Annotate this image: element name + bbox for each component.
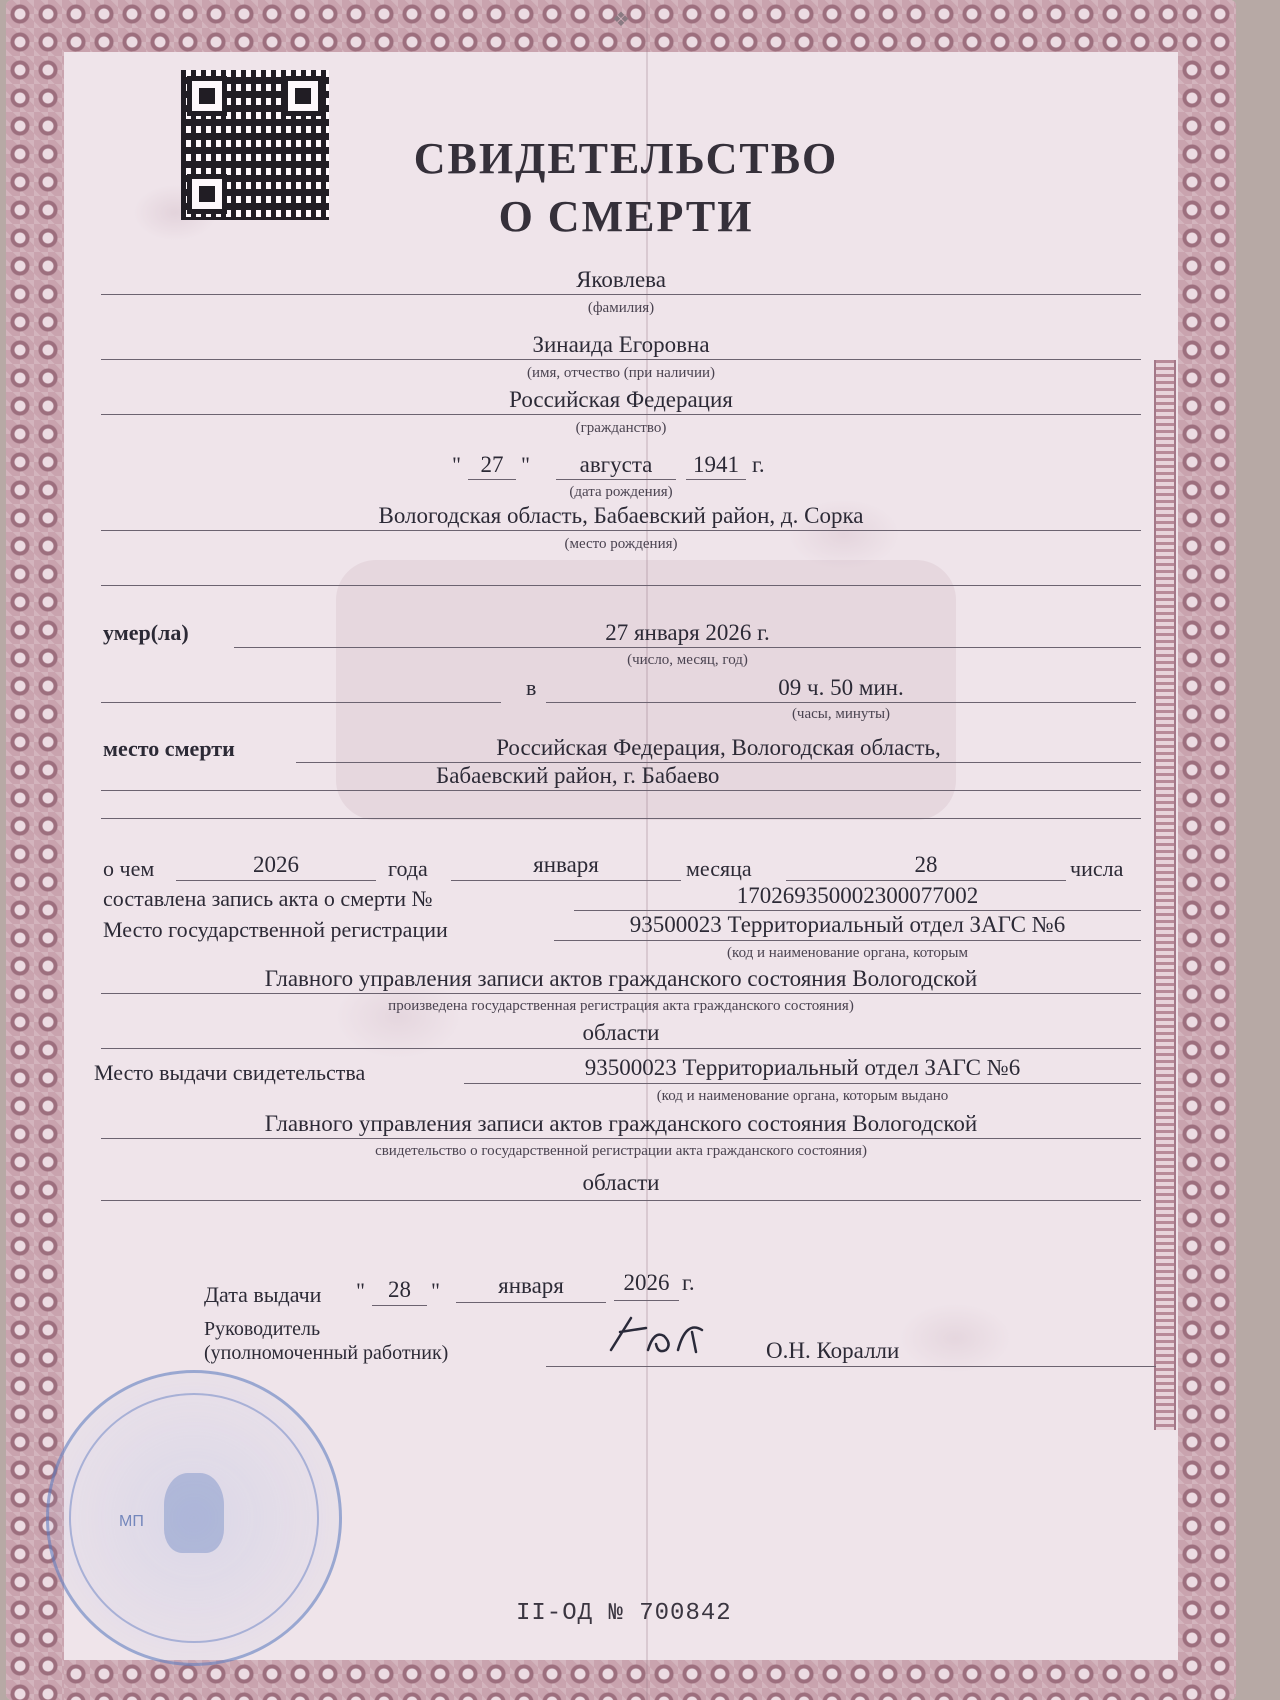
official-stamp	[46, 1370, 342, 1666]
registration-caption-2: произведена государственная регистрация акта гражданского состояния)	[388, 998, 854, 1014]
surname-value: Яковлева	[576, 267, 666, 292]
certificate-sheet	[6, 0, 1236, 1700]
death-date-line	[234, 647, 1141, 648]
stamp-label: МП	[119, 1513, 144, 1530]
issue-year-suffix: г.	[682, 1270, 695, 1295]
surname-caption: (фамилия)	[587, 300, 655, 316]
quote-mark: "	[356, 1278, 365, 1303]
qr-finder	[283, 76, 323, 116]
registration-line-3	[101, 1048, 1141, 1049]
issue-value-2: Главного управления записи актов гражданского состояния Вологодской	[264, 1111, 978, 1136]
head-label-1: Руководитель	[204, 1318, 321, 1340]
citizenship-value: Российская Федерация	[509, 387, 733, 412]
blank-line	[101, 585, 1141, 586]
name-line	[101, 359, 1141, 360]
birth-year: 1941	[693, 452, 739, 477]
death-in-label: в	[526, 675, 537, 700]
birth-year-line	[686, 479, 746, 480]
birth-place-value: Вологодская область, Бабаевский район, д. Сорка	[378, 503, 864, 528]
citizenship-caption: (гражданство)	[575, 420, 667, 436]
quote-mark: "	[452, 452, 461, 477]
birth-place-caption: (место рождения)	[564, 536, 678, 552]
emblem-icon: ❖	[612, 9, 630, 31]
citizenship-line	[101, 414, 1141, 415]
death-place-line-3	[101, 818, 1141, 819]
issue-line-2	[101, 1138, 1141, 1139]
ornament-left	[6, 0, 64, 1700]
registration-value-1: 93500023 Территориальный отдел ЗАГС №6	[629, 912, 1066, 937]
issue-date-label: Дата выдачи	[204, 1282, 322, 1307]
title-line-1: СВИДЕТЕЛЬСТВО	[413, 134, 839, 183]
qr-finder	[187, 174, 227, 214]
issue-place-label: Место выдачи свидетельства	[94, 1060, 366, 1085]
death-place-value-2: Бабаевский район, г. Бабаево	[436, 763, 720, 788]
death-time-caption: (часы, минуты)	[791, 706, 891, 722]
death-time: 09 ч. 50 мин.	[778, 675, 904, 700]
surname-line	[101, 294, 1141, 295]
issue-month: января	[498, 1273, 564, 1298]
death-place-line-2	[101, 790, 1141, 791]
registration-value-3: области	[582, 1020, 660, 1045]
quote-mark: "	[521, 452, 530, 477]
birth-date-caption: (дата рождения)	[569, 484, 673, 500]
issue-month-line	[456, 1302, 606, 1303]
death-date: 27 января 2026 г.	[605, 620, 770, 645]
registration-line-1	[554, 940, 1141, 941]
ornament-right-stripe	[1154, 360, 1176, 1430]
birth-month: августа	[579, 452, 653, 477]
registration-caption-1: (код и наименование органа, которым	[727, 945, 968, 961]
issue-caption-1: (код и наименование органа, которым выдано	[656, 1088, 949, 1104]
death-place-label: место смерти	[103, 736, 235, 761]
eagle-icon	[164, 1473, 224, 1553]
ornament-right	[1178, 0, 1236, 1700]
paper-fold	[646, 0, 648, 1700]
issue-value-1: 93500023 Территориальный отдел ЗАГС №6	[584, 1055, 1021, 1080]
birth-day-line	[468, 479, 516, 480]
registration-value-2: Главного управления записи актов гражданского состояния Вологодской	[264, 966, 978, 991]
death-time-line	[546, 702, 1136, 703]
birth-year-suffix: г.	[752, 452, 765, 477]
qr-finder	[187, 76, 227, 116]
death-date-caption: (число, месяц, год)	[627, 652, 748, 668]
record-year-line	[176, 880, 376, 881]
record-month-line	[451, 880, 681, 881]
death-blank-line	[101, 702, 501, 703]
death-place-value-1: Российская Федерация, Вологодская область,	[496, 735, 941, 760]
birth-month-line	[556, 479, 676, 480]
quote-mark: "	[431, 1278, 440, 1303]
record-number-line	[574, 910, 1141, 911]
title-line-2: О СМЕРТИ	[498, 192, 754, 241]
issue-year: 2026	[623, 1270, 670, 1295]
registration-place-label: Место государственной регистрации	[103, 917, 448, 942]
record-year: 2026	[253, 852, 299, 877]
qr-code	[181, 70, 329, 220]
document-title	[406, 130, 846, 246]
birth-place-line	[101, 530, 1141, 531]
issue-day-line	[372, 1305, 427, 1306]
birth-day: 27	[480, 452, 504, 477]
registration-line-2	[101, 993, 1141, 994]
record-year-label: года	[388, 856, 428, 881]
signature-mark	[606, 1310, 716, 1360]
record-day: 28	[914, 852, 938, 877]
issue-caption-2: свидетельство о государственной регистрации акта гражданского состояния)	[375, 1143, 867, 1159]
issue-line-1	[464, 1083, 1141, 1084]
name-value: Зинаида Егоровна	[532, 332, 710, 357]
serial-number-sign: №	[608, 1600, 624, 1627]
record-number: 170269350002300077002	[736, 883, 979, 908]
died-label: умер(ла)	[103, 620, 189, 645]
head-name: О.Н. Коралли	[766, 1338, 900, 1363]
record-month: января	[533, 852, 599, 877]
record-label: составлена запись акта о смерти №	[103, 886, 433, 911]
issue-line-3	[101, 1200, 1141, 1201]
about-label: о чем	[103, 856, 155, 881]
serial-number: 700842	[639, 1600, 732, 1627]
issue-day: 28	[388, 1277, 411, 1302]
record-day-label: числа	[1070, 856, 1124, 881]
issue-year-line	[614, 1300, 679, 1301]
record-month-label: месяца	[686, 856, 752, 881]
signature-line	[546, 1366, 1156, 1367]
issue-value-3: области	[582, 1170, 660, 1195]
name-caption: (имя, отчество (при наличии)	[526, 365, 715, 381]
record-day-line	[786, 880, 1066, 881]
head-label-2: (уполномоченный работник)	[204, 1342, 449, 1364]
form-serial	[516, 1600, 732, 1627]
ornament-bottom	[6, 1660, 1236, 1700]
serial-series: II-ОД	[516, 1600, 594, 1627]
